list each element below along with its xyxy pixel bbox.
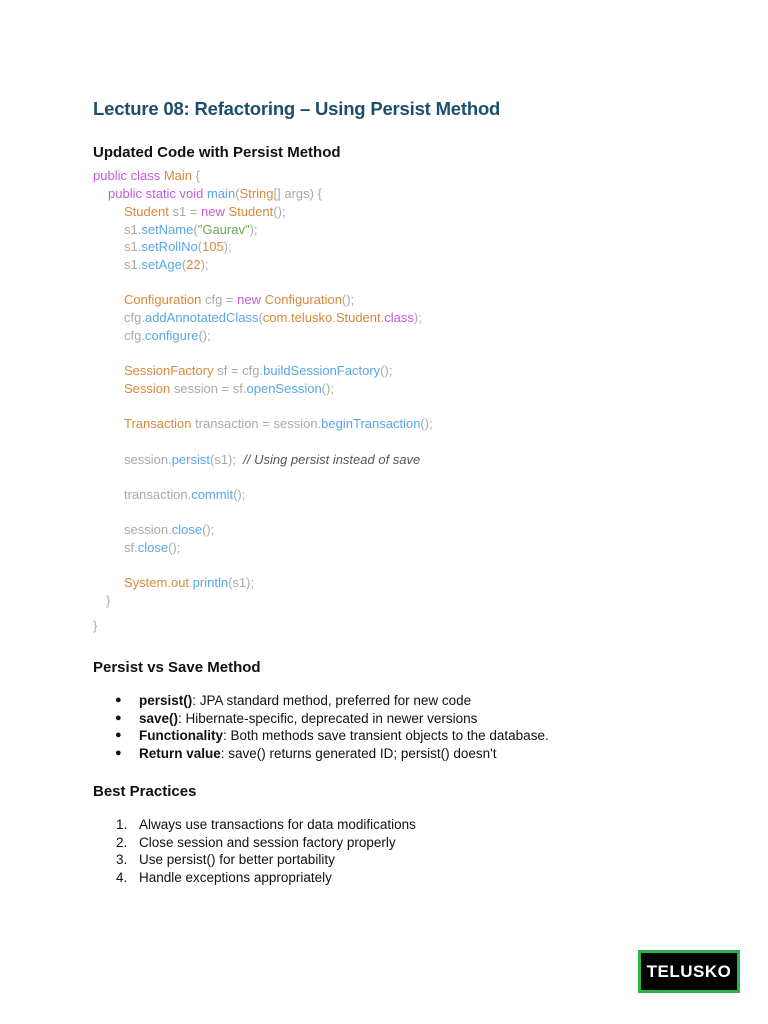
code-line-close-class: } — [93, 618, 98, 633]
list-item-number: 3. — [116, 852, 128, 868]
compare-section-heading: Persist vs Save Method — [93, 659, 261, 676]
code-line-configure: cfg.configure(); — [124, 328, 211, 343]
list-item — [93, 834, 416, 852]
code-line-configuration: Configuration cfg = new Configuration(); — [124, 292, 355, 307]
logo-text: TELUSKO — [641, 953, 737, 990]
code-section-heading: Updated Code with Persist Method — [93, 144, 341, 161]
code-line-class: public class Main { — [93, 168, 200, 183]
code-line-setrollno: s1.setRollNo(105); — [124, 239, 232, 254]
list-item-text: Handle exceptions appropriately — [139, 870, 332, 886]
list-item-term: Return value — [139, 746, 221, 762]
list-item-text: Use persist() for better portability — [139, 852, 335, 868]
bullet-icon: ● — [115, 711, 122, 724]
best-practices-heading: Best Practices — [93, 783, 197, 800]
list-item-number: 1. — [116, 817, 128, 832]
compare-list — [93, 692, 549, 763]
code-line-transaction: Transaction transaction = session.beginTransaction(); — [124, 416, 433, 431]
code-line-close-method: } — [106, 593, 111, 608]
bullet-icon: ● — [115, 729, 122, 742]
list-item — [93, 745, 549, 763]
code-line-println: System.out.println(s1); — [124, 575, 255, 590]
code-line-commit: transaction.commit(); — [124, 487, 246, 502]
list-item-text: Always use transactions for data modifications — [139, 817, 416, 832]
code-line-session-close: session.close(); — [124, 522, 215, 537]
code-line-sessionfactory: SessionFactory sf = cfg.buildSessionFactory(); — [124, 363, 393, 378]
bullet-icon: ● — [115, 747, 122, 760]
list-item-text: : JPA standard method, preferred for new code — [192, 693, 472, 708]
code-line-addannotated: cfg.addAnnotatedClass(com.telusko.Student.class); — [124, 310, 422, 325]
code-line-student: Student s1 = new Student(); — [124, 204, 286, 219]
list-item — [93, 692, 549, 710]
bullet-icon: ● — [115, 694, 122, 706]
list-item-text: : Hibernate-specific, deprecated in newer versions — [178, 710, 478, 726]
list-item-text: : Both methods save transient objects to the database. — [223, 728, 549, 744]
code-line-main: public static void main(String[] args) { — [108, 186, 322, 201]
list-item-term: Functionality — [139, 728, 223, 744]
list-item — [93, 710, 549, 728]
list-item-term: persist() — [139, 693, 193, 708]
list-item-term: save() — [139, 710, 179, 726]
best-practices-list — [93, 816, 416, 887]
code-line-session: Session session = sf.openSession(); — [124, 381, 334, 396]
list-item — [93, 869, 416, 887]
list-item-number: 2. — [116, 834, 128, 850]
code-line-sf-close: sf.close(); — [124, 540, 181, 555]
list-item-text: Close session and session factory properly — [139, 834, 396, 850]
list-item — [93, 727, 549, 745]
list-item-text: : save() returns generated ID; persist() doesn't — [220, 746, 497, 762]
list-item — [93, 816, 416, 834]
list-item — [93, 851, 416, 869]
code-line-persist: session.persist(s1); // Using persist instead of save — [124, 452, 421, 467]
code-line-setage: s1.setAge(22); — [124, 257, 209, 272]
code-line-setname: s1.setName("Gaurav"); — [124, 222, 258, 237]
page-title: Lecture 08: Refactoring – Using Persist Method — [93, 98, 501, 119]
telusko-logo — [638, 950, 740, 993]
list-item-number: 4. — [116, 870, 128, 886]
